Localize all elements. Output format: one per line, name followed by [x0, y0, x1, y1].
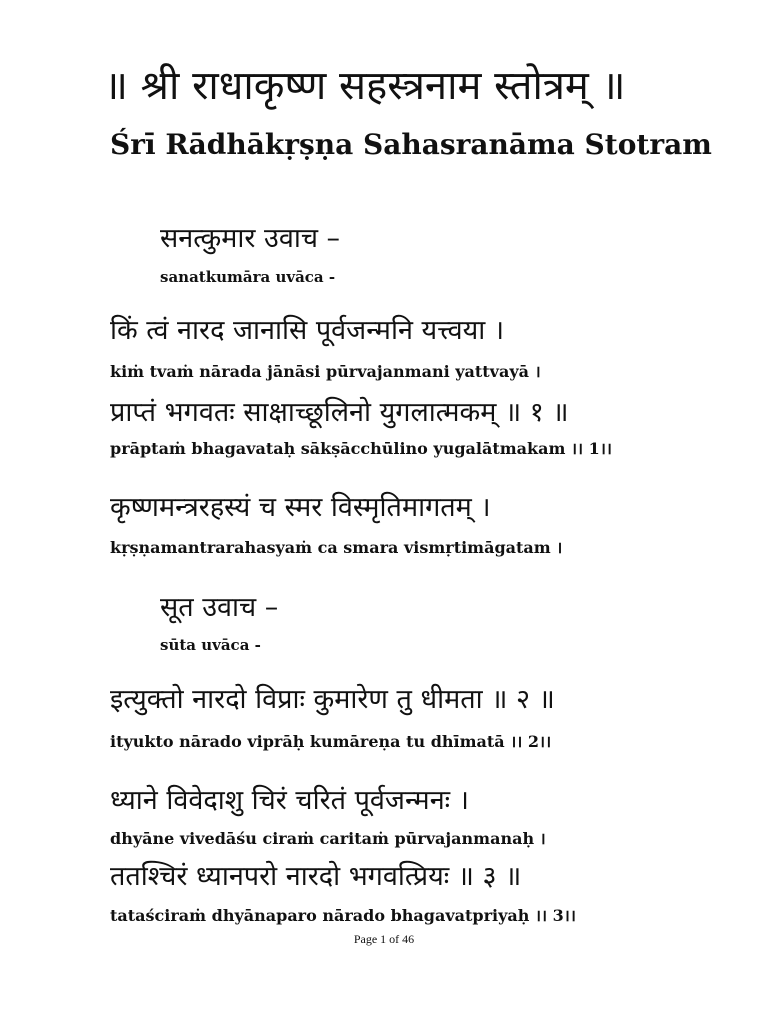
speaker-transliteration: sūta uvāca - [160, 636, 261, 654]
speaker-heading: सूत उवाच – [160, 592, 279, 623]
verse-line: कृष्णमन्त्ररहस्यं च स्मर विस्मृतिमागतम् । [110, 492, 491, 523]
speaker-transliteration: sanatkumāra uvāca - [160, 268, 336, 286]
page-title-devanagari: ॥ श्री राधाकृष्ण सहस्त्रनाम स्तोत्रम् ॥ [104, 63, 626, 109]
verse-line: ध्याने विवेदाशु चिरं चरितं पूर्वजन्मनः । [110, 785, 469, 816]
verse-transliteration: prāptaṁ bhagavataḥ sākṣācchūlino yugalātmakam ।। 1।। [110, 439, 612, 458]
verse-line: प्राप्तं भगवतः साक्षाच्छूलिनो युगलात्मकम् ॥ १ ॥ [110, 397, 569, 428]
verse-transliteration: kṛṣṇamantrarahasyaṁ ca smara vismṛtimāgatam । [110, 538, 563, 557]
verse-transliteration: ityukto nārado viprāḥ kumāreṇa tu dhīmatā ।। 2।। [110, 732, 552, 751]
page-title-transliteration: Śrī Rādhākṛṣṇa Sahasranāma Stotram [110, 128, 712, 161]
verse-transliteration: dhyāne vivedāśu ciraṁ caritaṁ pūrvajanmanaḥ । [110, 829, 546, 848]
verse-line: ततश्चिरं ध्यानपरो नारदो भगवत्प्रियः ॥ ३ ॥ [110, 861, 522, 892]
page-number: Page 1 of 46 [353, 932, 415, 946]
verse-transliteration: tataściraṁ dhyānaparo nārado bhagavatpriyaḥ ।। 3।। [110, 906, 576, 925]
verse-line: किं त्वं नारद जानासि पूर्वजन्मनि यत्त्वया । [110, 315, 505, 346]
verse-transliteration: kiṁ tvaṁ nārada jānāsi pūrvajanmani yattvayā । [110, 362, 541, 381]
verse-line: इत्युक्तो नारदो विप्राः कुमारेण तु धीमता ॥ २ ॥ [110, 684, 555, 715]
speaker-heading: सनत्कुमार उवाच – [160, 223, 341, 254]
